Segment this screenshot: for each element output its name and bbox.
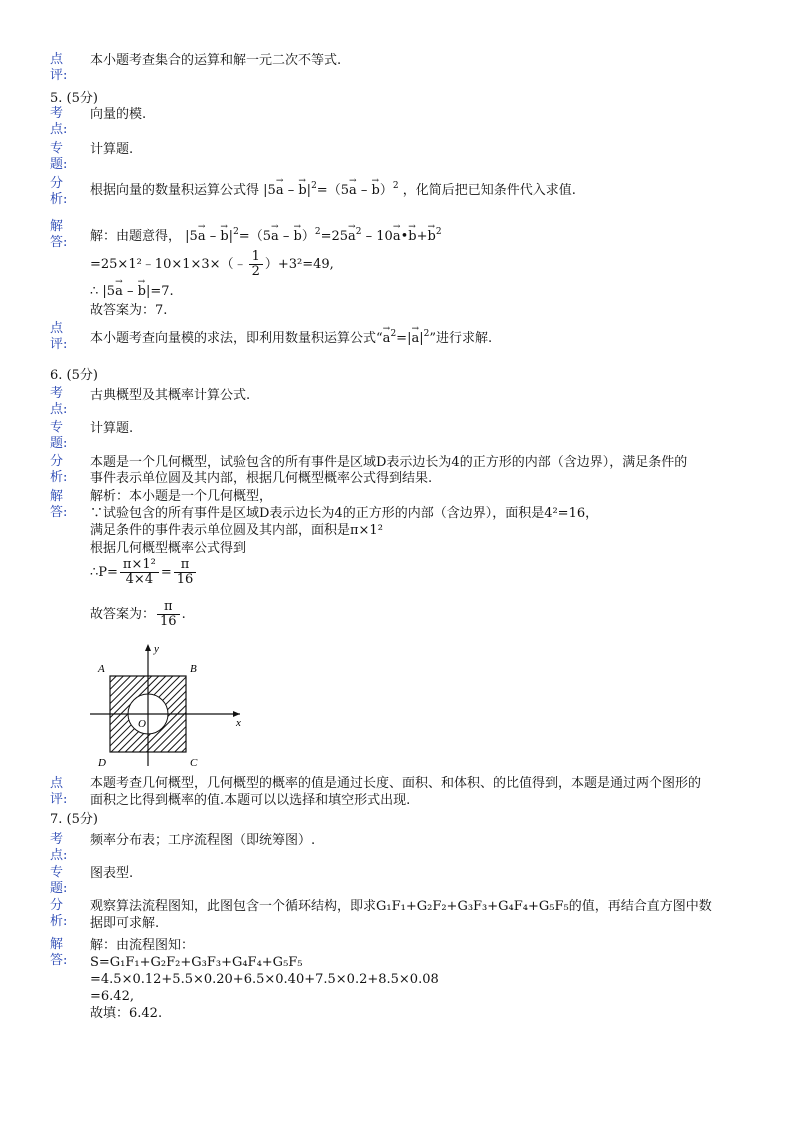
q5-jieda-line1: 解：由题意得， |5→ a – → $b|^2=(5\to a$ – → $b)^2=25\to a^2 - 10\to$ a•→ $b+\to b^2$ [90,224,442,245]
label-kaodian: 考 点: [50,106,68,137]
q5-header: 5. (5分) [50,91,98,106]
q7-jieda-1: 解：由流程图知： [90,938,195,953]
q5-jieda-line3: ∴ |5→ a – → b|=7. [90,284,174,300]
label-kaodian-q7: 考 点: [50,832,68,863]
q7-fenxi-1: 观察算法流程图知，此图包含一个循环结构，即求G₁F₁+G₂F₂+G₃F₃+G₄F₄+G₅F₅的值，再结合直方图中数 [90,899,712,914]
q7-fenxi-2: 据即可求解. [90,916,160,931]
label-jieda-q6: 解 答: [50,489,68,520]
q6-comment-1: 本题考查几何概型，几何概型的概率的值是通过长度、面积、和体积、的比值得到，本题是通过两个图形的 [90,776,702,791]
label-zhuanti-q6: 专 题: [50,420,68,451]
q6-header: 6. (5分) [50,368,98,383]
q6-kaodian: 古典概型及其概率计算公式. [90,388,251,403]
q6-jieda-1: 解析：本小题是一个几何概型， [90,489,273,504]
label-dianping-q6: 点 评: [50,776,68,807]
s4-comment: 本小题考查集合的运算和解一元二次不等式. [90,53,342,68]
q6-jieda-4: 根据几何概型概率公式得到 [90,541,247,556]
q7-zhuanti: 图表型. [90,866,134,881]
label-zhuanti: 专 题: [50,141,68,172]
q5-jieda-line2: =25×1²﹣10×1×3×（﹣ $\frac{1}{2}$ ）+3²=49, [90,249,334,279]
label-jieda-q7: 解 答: [50,937,68,968]
label-dianping-q5: 点 评: [50,321,68,352]
q6-probability-formula: ∴P= $\frac{\text{π×1²}}{4\times 4}$ = $\frac{\pi}{16}$ [90,558,198,588]
q6-zhuanti: 计算题. [90,421,134,436]
label-fenxi: 分 析: [50,176,68,207]
q7-jieda-4: =6.42, [90,989,134,1004]
square-circle-figure [88,640,248,770]
x-axis-label: x [236,717,241,729]
q7-header: 7. (5分) [50,812,98,827]
q7-jieda-5: 故填：6.42. [90,1006,163,1021]
q5-fraction-half: $\frac{1}{2}$ [249,250,263,279]
q6-comment-2: 面积之比得到概率的值.本题可以以选择和填空形式出现. [90,793,411,808]
y-axis-arrow [145,644,151,651]
q5-zhuanti: 计算题. [90,142,134,157]
label-fenxi-q7: 分 析: [50,898,68,929]
vertex-label-d: D [98,757,106,769]
q6-jieda-3: 满足条件的事件表示单位圆及其内部，面积是π×1² [90,523,383,538]
q6-fenxi-2: 事件表示单位圆及其内部，根据几何概型概率公式得到结果. [90,471,433,486]
label-fenxi-q6: 分 析: [50,454,68,485]
q7-jieda-2: S=G₁F₁+G₂F₂+G₃F₃+G₄F₄+G₅F₅ [90,955,303,970]
label-dianping: 点 评: [50,52,68,83]
q5-answer: 故答案为：7. [90,303,168,318]
q5-formula-norm: |5→ a – → $b|^2=(5\to a$ – → b）$^2$ [263,183,398,198]
q6-answer: 故答案为： $\frac{\pi}{16}$ . [90,599,186,629]
q7-kaodian: 频率分布表；工序流程图（即统筹图）. [90,833,316,848]
y-axis-label: y [154,643,159,655]
q5-fenxi: 根据向量的数量积运算公式得 |5→ a – → $b|^2=(5\to a$ – → b）$^2$ ，化简后把已知条件代入求值. [90,178,576,199]
q7-jieda-3: =4.5×0.12+5.5×0.20+6.5×0.40+7.5×0.2+8.5×0.08 [90,972,439,987]
q6-jieda-2: ∵试验包含的所有事件是区域D表示边长为4的正方形的内部（含边界），面积是4²=16， [90,506,599,521]
q5-comment: 本小题考查向量模的求法，即利用数量积运算公式“→ $a^2=|\to a|^2$”进行求解. [90,326,492,347]
vertex-label-c: C [190,757,198,769]
vertex-label-b: B [190,663,197,675]
origin-label: O [138,718,146,730]
vertex-label-a: A [98,663,105,675]
label-jieda: 解 答: [50,219,68,250]
label-kaodian-q6: 考 点: [50,386,68,417]
label-zhuanti-q7: 专 题: [50,865,68,896]
q6-fenxi-1: 本题是一个几何概型，试验包含的所有事件是区域D表示边长为4的正方形的内部（含边界），满足条件的 [90,455,688,470]
q5-kaodian: 向量的模. [90,107,147,122]
